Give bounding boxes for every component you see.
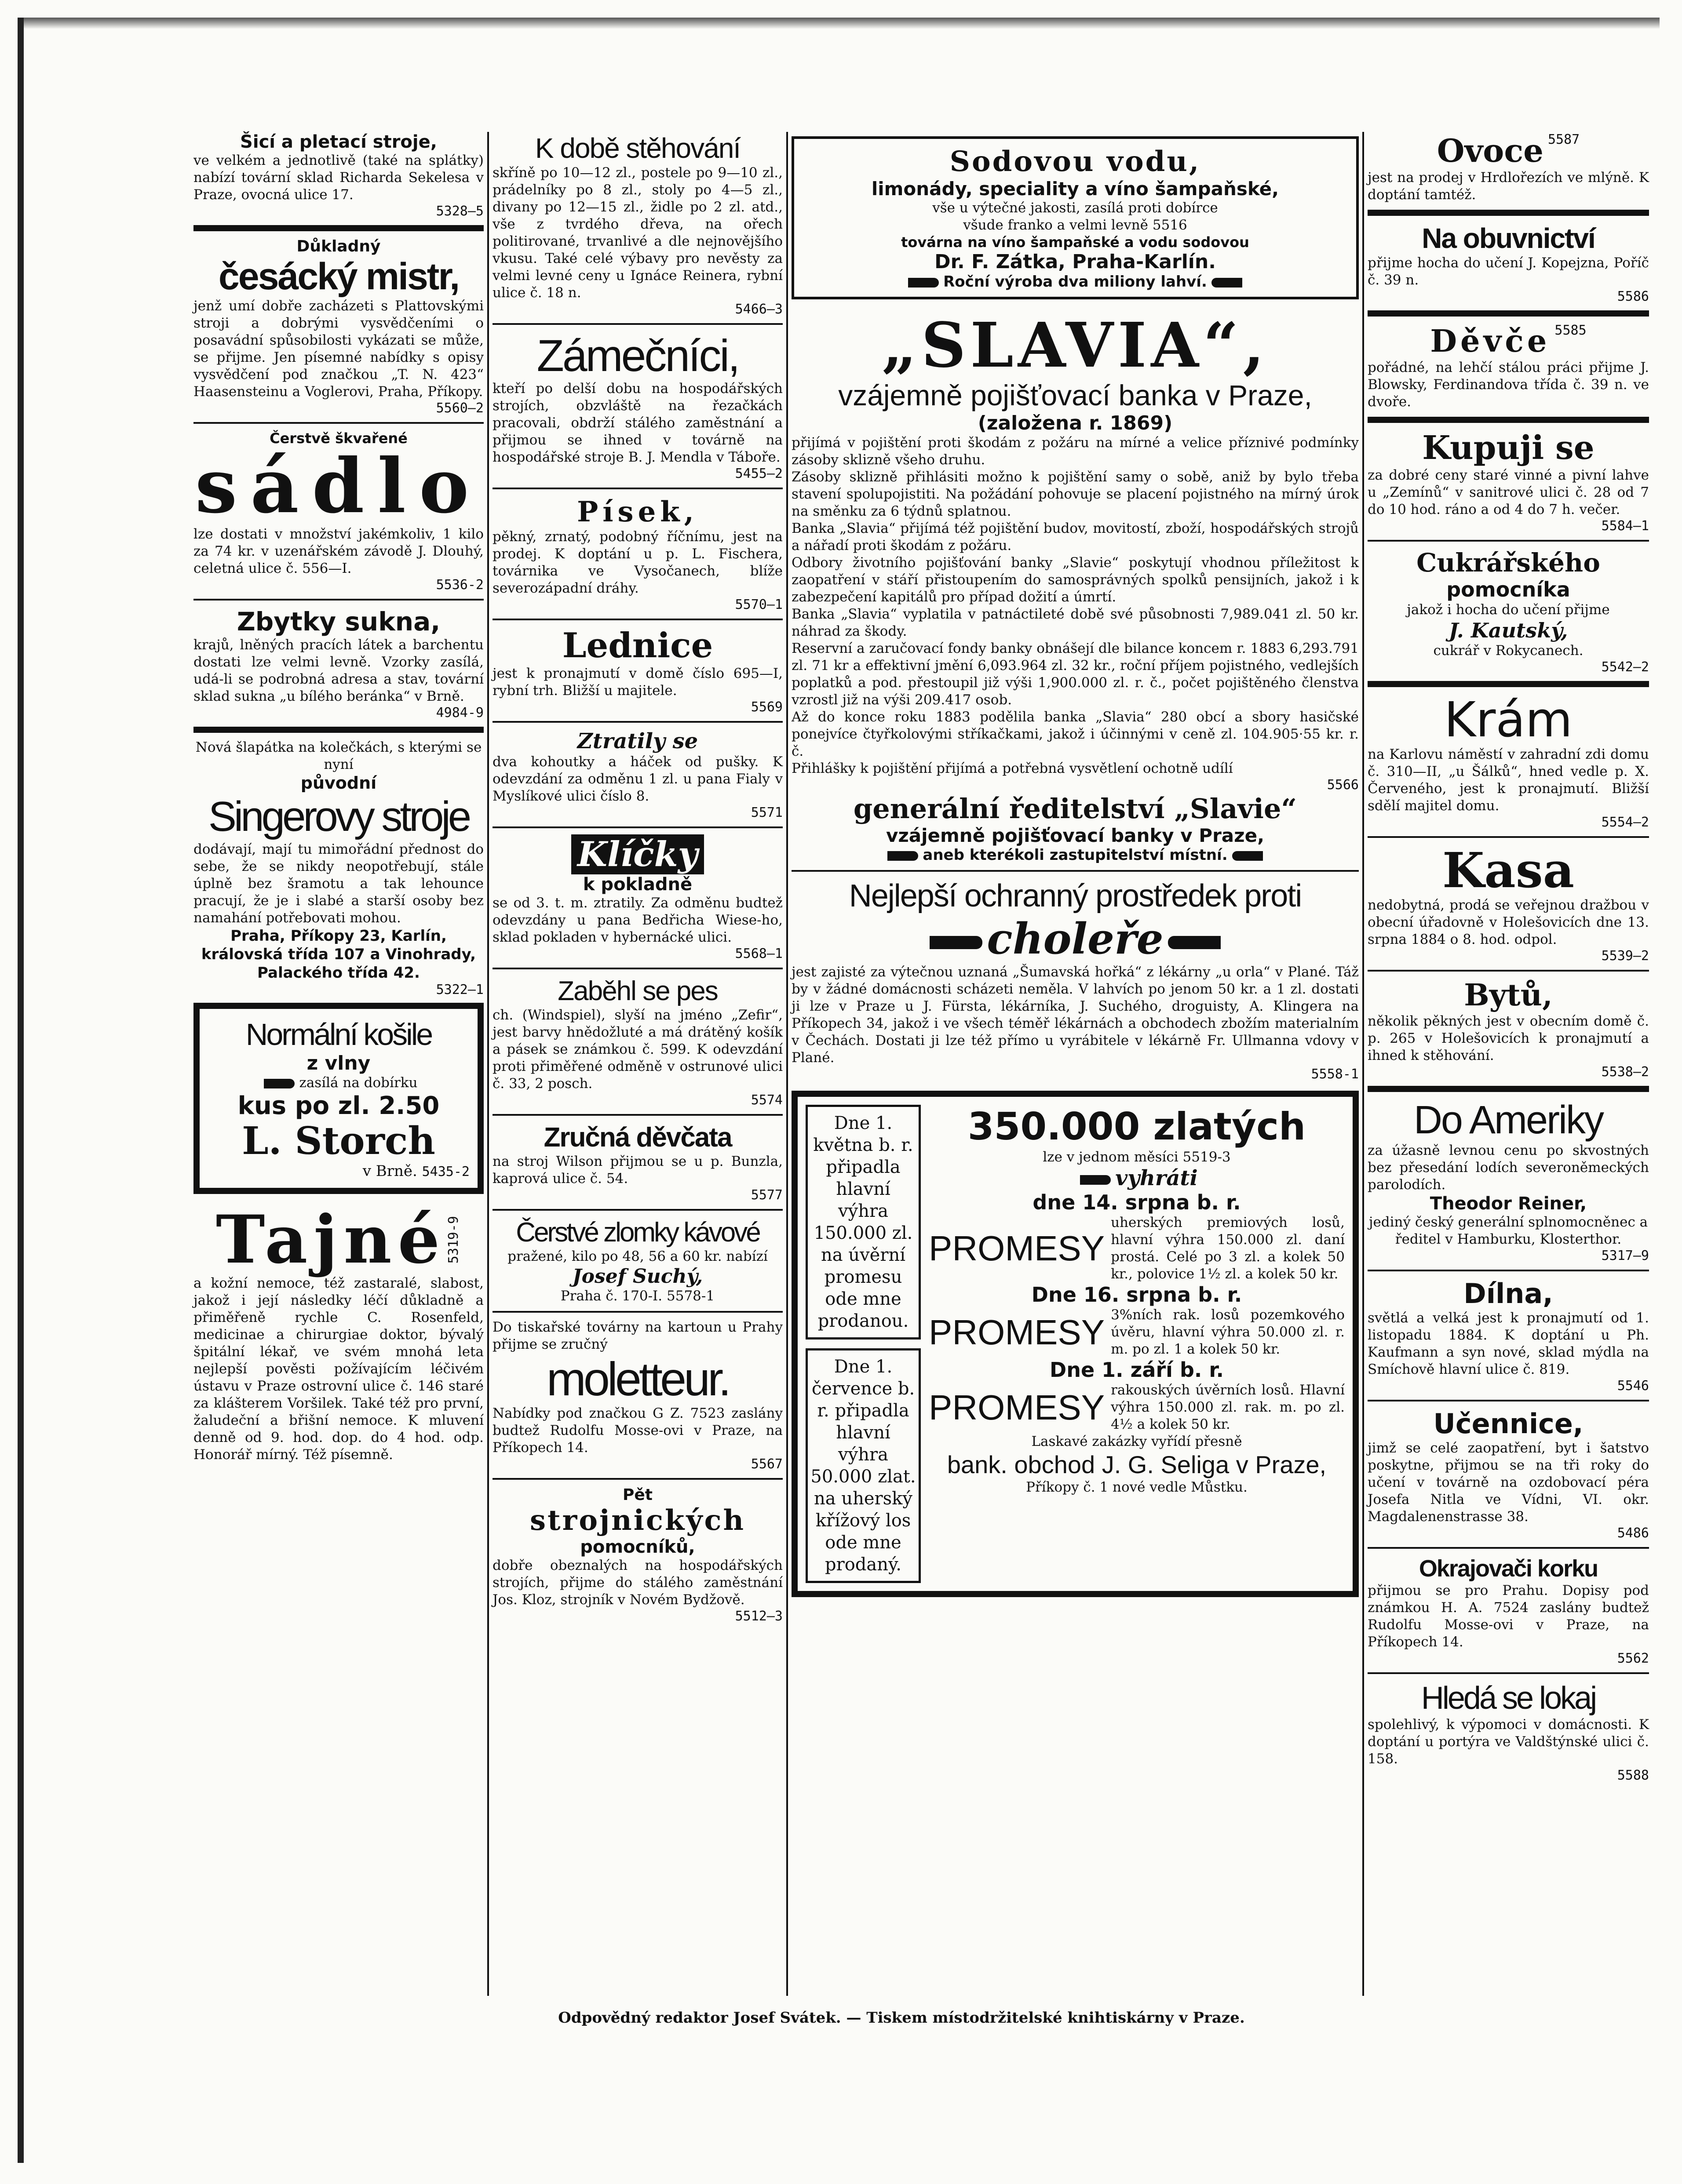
ad-title: Okrajovači korku	[1419, 1555, 1598, 1582]
ad-title: Učennice,	[1433, 1408, 1583, 1440]
ad-shoemaker	[1368, 222, 1649, 304]
ad-cholera	[792, 878, 1359, 1082]
ad-title: Ovoce	[1437, 132, 1543, 169]
ad-line: pomocníků,	[580, 1537, 695, 1557]
ad-title-row	[1368, 132, 1649, 169]
ad-body: nedobytná, prodá se veřejnou dražbou v obecní úřadovně v Holešovicích dne 13. srpna 1884 o 8. hod. odpol.	[1368, 897, 1649, 947]
divider	[1368, 310, 1649, 317]
divider	[193, 599, 484, 601]
ad-title: moletteur.	[546, 1352, 729, 1405]
divider	[1368, 1400, 1649, 1401]
ad-title: Sodovou vodu,	[949, 145, 1201, 178]
ad-title: „SLAVIA“,	[881, 309, 1269, 382]
ad-line: Praha č. 170-I. 5578-1	[560, 1288, 715, 1304]
ad-title: Na obuvnictví	[1422, 222, 1595, 254]
page-footer: Odpovědný redaktor Josef Svátek. — Tiskem místodržitelské knihtiskárny v Praze.	[558, 2009, 1245, 2027]
pointing-hand-icon	[1211, 278, 1242, 288]
ad-line: jakož i hocha do učení přijme	[1407, 602, 1610, 618]
ad-icehouse	[493, 626, 783, 715]
divider	[193, 225, 484, 231]
ad-body-2: jediný český generální splnomocněnec a ředitel v Hamburku, Klosterthor.	[1368, 1214, 1648, 1247]
ad-line: zasílá na dobírku	[208, 1074, 470, 1092]
ad-title: Normální košile	[245, 1017, 432, 1052]
ad-paragraph: Banka „Slavia“ vyplatila v patnáctileté době své působnosti 7,989.041 zl. 50 kr. náhrad za škody.	[792, 606, 1359, 639]
divider	[493, 619, 783, 620]
ad-title: Kupuji se	[1422, 429, 1594, 467]
ad-kicker: Pět	[622, 1486, 653, 1504]
ad-body: Do tiskařské továrny na kartoun u Prahy přijme se zručný	[493, 1319, 783, 1352]
promesa-name: PROMESY	[929, 1229, 1105, 1268]
ad-body: pořádné, na lehčí stálou práci přijme J. Blowsky, Ferdinandova třída č. 39 n. ve dvoře.	[1368, 360, 1649, 410]
column-rule	[786, 132, 788, 1996]
pointing-hand-icon	[887, 851, 918, 861]
ad-number: 5539—2	[1601, 948, 1649, 964]
ad-body-2: Nabídky pod značkou G Z. 7523 zaslány budtež Rudolfu Mosse-ovi v Praze, na Příkopech 14.	[493, 1405, 783, 1456]
divider	[1368, 681, 1649, 687]
ad-line: pomocníka	[1446, 578, 1570, 601]
ad-workshop	[1368, 1278, 1649, 1394]
divider	[493, 968, 783, 969]
ad-body: za dobré ceny staré vinné a pivní lahve u „Zemínů“ v sanitrové ulici č. 28 od 7 do 10 hod. ráno a od 4 do 7 h. večer.	[1368, 467, 1649, 517]
ad-title: Nejlepší ochranný prostředek proti	[849, 878, 1302, 914]
ad-title: Ztratily se	[577, 729, 698, 753]
ad-line: vzájemně pojišťovací banky v Praze,	[886, 825, 1265, 846]
divider	[193, 727, 484, 733]
ad-number: 5577	[751, 1187, 783, 1203]
column-4	[1368, 132, 1649, 1788]
ad-title-row	[1368, 323, 1649, 359]
pointing-hand-icon	[930, 936, 982, 949]
ad-number: 5586	[1617, 289, 1649, 304]
ad-line: všude franko a velmi levně 5516	[963, 217, 1187, 233]
ad-number: 5568—1	[735, 946, 783, 961]
column-rule	[487, 132, 489, 1996]
lottery-right-column	[929, 1105, 1345, 1496]
ad-body: se od 3. t. m. ztratily. Za odměnu budtež odevzdány u pana Bedřicha Wiese-ho, sklad pokladen v hybernácké ulici.	[493, 895, 783, 945]
ad-body: několik pěkných jest v obecním domě č. p. 265 v Holešovicích k pronajmutí a ihned k stěhování.	[1368, 1013, 1649, 1063]
ad-kicker-2: původní	[300, 773, 377, 793]
ad-title: sádlo	[195, 442, 482, 530]
ad-body: jimž se celé zaopatření, byt i šatstvo poskytne, přijmou se na tři roky do učení v továrně na ozdobovací péra Josefa Nitla ve Vídni, VI. okr. Magdalenenstrasse 38.	[1368, 1440, 1649, 1525]
ad-moving	[493, 132, 783, 317]
ad-body: skříně po 10—12 zl., postele po 9—10 zl., prádelníky po 8 zl., stoly po 4—5 zl., divany po 12—15 zl., židle po 2 zl. atd., vše z tvrdého dřeva, na ořech politirované, trvanlivé a dle nejnovějšího vkusu. Také celé výbavy pro nevěsty za velmi levné ceny u Ignáce Reinera, rybní ulice č. 18 n.	[493, 165, 783, 301]
ad-title: Krám	[1444, 692, 1573, 748]
ad-mechanics	[493, 1486, 783, 1624]
ad-line: limonády, speciality a víno šampaňské,	[871, 178, 1279, 200]
ad-slavia	[792, 309, 1359, 864]
ad-title: Do Ameriky	[1413, 1098, 1603, 1142]
ad-cork-cutters	[1368, 1555, 1649, 1666]
ad-shirts	[193, 1003, 484, 1194]
ad-girls	[493, 1122, 783, 1203]
ad-title: Zaběhl se pes	[558, 976, 718, 1006]
ad-number: 4984-9	[436, 705, 484, 721]
ad-title: Lednice	[562, 626, 713, 666]
ad-lost-keys	[493, 834, 783, 961]
ad-name: Josef Suchý,	[572, 1265, 703, 1288]
ad-title-row	[193, 1201, 484, 1278]
ad-title: česácký mistr,	[218, 255, 459, 298]
page-edge	[18, 18, 24, 2163]
divider	[1368, 540, 1649, 542]
promesa-text: 3%ních rak. losů pozemkového úvěru, hlavní výhra 50.000 zl. r. m. po zl. 1 a kolek 50 kr.	[1111, 1307, 1345, 1357]
column-1	[193, 132, 484, 1469]
ad-number: 5455—2	[735, 466, 783, 481]
divider	[1368, 1086, 1649, 1092]
divider	[1368, 836, 1649, 838]
ad-number: 5319-9	[446, 1216, 462, 1264]
divider	[493, 488, 783, 489]
promesa-row	[929, 1307, 1345, 1358]
ad-body: pěkný, zrnatý, podobný říčnímu, jest na prodej. K doptání u p. L. Fischera, továrnika ve Vysočanech, blíže severozápadní dráhy.	[493, 529, 783, 596]
ad-title: Šicí a pletací stroje,	[240, 132, 437, 152]
ad-bottles	[1368, 429, 1649, 534]
ad-fruit	[1368, 132, 1649, 204]
ad-number: 5562	[1617, 1651, 1649, 1666]
ad-paragraph: Odbory životního pojišťování banky „Slavie“ poskytují vhodnou příležitost k zaopatření v stáří přistoupením do samosprávných spolků pensijních, jakož i k zabezpečení kapitálů pro případ dožití a úmrtí.	[792, 555, 1359, 605]
ad-number: 5585	[1554, 323, 1587, 338]
ad-city: v Brně. 5435-2	[362, 1162, 470, 1180]
divider	[493, 1478, 783, 1480]
ad-america	[1368, 1098, 1649, 1263]
ad-body: za úžasně levnou cenu po skvostných bez přesedání lodích severoněmeckých parolodích.	[1368, 1143, 1649, 1193]
promesa-text: uherských premiových losů, hlavní výhra 150.000 zl. daní prostá. Celé po 3 zl. a kolek 50 kr., polovice 1½ zl. a kolek 50 kr.	[1111, 1215, 1345, 1282]
ad-body: ch. (Windspiel), slyší na jméno „Zefir“, jest barvy hnědožluté a má drátěný košík a pásek se známkou č. 599. K odevzdání proti přiměřené odměně v ostrunové ulici č. 33, 2 posch.	[493, 1007, 783, 1092]
ad-body: pražené, kilo po 48, 56 a 60 kr. nabízí	[507, 1249, 768, 1264]
divider	[493, 1209, 783, 1211]
ad-shop	[1368, 693, 1649, 830]
ad-body: na Karlovu náměstí v zahradní zdi domu č. 310—II, „u Šálků“, hned vedle p. X. Červeného, jest k pronajmutí. Bližší sdělí majitel domu.	[1368, 746, 1649, 814]
ad-lottery	[792, 1091, 1359, 1597]
ad-title: Klíčky	[571, 834, 704, 874]
ad-title: Písek,	[577, 495, 698, 528]
ad-number: 5588	[1617, 1768, 1649, 1783]
ad-name: J. Kautský,	[1448, 619, 1568, 642]
ad-number: 5571	[751, 805, 783, 820]
ad-lost-dog	[493, 976, 783, 1108]
pointing-hand-icon	[1232, 851, 1263, 861]
ad-title: Zbytky sukna,	[237, 607, 441, 637]
promesa-row	[929, 1214, 1345, 1283]
ad-soda-water	[792, 136, 1359, 299]
ad-sewing-machines	[193, 132, 484, 219]
ad-name: L. Storch	[242, 1119, 435, 1163]
ad-line: vyhráti	[929, 1166, 1345, 1190]
ad-line: generální ředitelství „Slavie“	[853, 793, 1297, 825]
ad-number: 5558-1	[1311, 1067, 1359, 1082]
promesa-name: PROMESY	[929, 1312, 1105, 1352]
ad-name: Dr. F. Zátka, Praha-Karlín.	[934, 251, 1216, 273]
ad-title: Zámečníci,	[536, 331, 739, 381]
ad-title: Kasa	[1442, 842, 1575, 899]
ad-title: Singerovy stroje	[208, 793, 469, 840]
promesa-row	[929, 1382, 1345, 1433]
promesa-name: PROMESY	[929, 1387, 1105, 1427]
divider	[1368, 1672, 1649, 1674]
ad-name: Theodor Reiner,	[1430, 1194, 1587, 1214]
ad-secret-diseases	[193, 1201, 484, 1463]
ad-paragraph: Přihlášky k pojištění přijímá a potřebná vysvětlení ochotně udílí	[792, 761, 1233, 776]
ad-safe	[1368, 844, 1649, 964]
ad-master	[193, 237, 484, 416]
divider	[493, 721, 783, 723]
ad-body: přijme hocha do učení J. Kopejzna, Poříč č. 39 n.	[1368, 255, 1649, 288]
ad-address: Příkopy č. 1 nové vedle Můstku.	[1026, 1479, 1248, 1495]
ad-body: dobře obeznalých na hospodářských strojích, přijme do stálého zaměstnání Jos. Kloz, strojník v Novém Bydžově.	[493, 1558, 783, 1608]
ad-locksmiths	[493, 331, 783, 481]
divider	[1368, 970, 1649, 972]
ad-number: 5567	[751, 1456, 783, 1472]
ad-date: Dne 1. září b. r.	[1050, 1358, 1224, 1382]
divider	[493, 826, 783, 828]
divider	[1368, 417, 1649, 423]
ad-number: 5560—2	[436, 400, 484, 416]
ad-line: aneb kterékoli zastupitelství místní.	[792, 846, 1359, 864]
ad-singer	[193, 739, 484, 997]
ad-lost-taps	[493, 729, 783, 820]
pointing-hand-icon	[908, 278, 939, 288]
ad-title: Děvče	[1430, 323, 1551, 359]
divider	[193, 422, 484, 424]
ad-paragraph: Zásoby sklizně přihlásiti možno k pojištění samy o sobě, aniž by bylo třeba stavení spolupojistiti. Na požádání pohovuje se placení pojistného na mírný úrok na směnku za 6 týdnů splatnou.	[792, 469, 1359, 519]
ad-body: krajů, lněných pracích látek a barchentu dostati lze velmi levně. Vzorky zasílá, udá-li se podrobná adresa a stav, tovární sklad sukna „u bílého beránka“ v Brně.	[193, 637, 484, 704]
ad-address: Praha, Příkopy 23, Karlín, královská třída 107 a Vinohrady, Palackého třída 42.	[201, 927, 476, 982]
ad-number: 5554—2	[1601, 815, 1649, 830]
column-rule	[1362, 132, 1364, 1996]
ad-title: Čerstvé zlomky kávové	[516, 1217, 759, 1248]
ad-sand	[493, 495, 783, 612]
ad-line: vše u výtečné jakosti, zasílá proti dobírce	[932, 200, 1218, 216]
ad-number: 5566	[1327, 777, 1359, 793]
ad-line: (založena r. 1869)	[978, 412, 1173, 434]
ad-kicker: Nová šlapátka na kolečkách, s kterými se nyní	[195, 739, 482, 772]
ad-number: 5512—3	[735, 1609, 783, 1624]
ad-line: k pokladně	[583, 874, 693, 895]
ad-body: na stroj Wilson přijmou se u p. Bunzla, kaprová ulice č. 54.	[493, 1154, 783, 1187]
ad-body: kteří po delší dobu na hospodářských strojích, obzvláště na řezačkách pracovali, obdrží stálého zaměstnání a přijmou se ihned v továrně na hospodářské stroje B. J. Mendla v Táboře.	[493, 381, 783, 465]
column-2	[493, 132, 783, 1629]
ad-body: lze dostati v množství jakémkoliv, 1 kilo za 74 kr. v uzenářském závodě J. Dlouhý, celetná ulice č. 556—I.	[193, 526, 484, 576]
ad-paragraph: přijímá v pojištění proti škodám z požáru na mírné a velice příznivé podmínky zásoby sklizně všeho druhu.	[792, 435, 1359, 468]
ad-title: Tajné	[215, 1201, 446, 1278]
ad-title: Dílna,	[1463, 1278, 1553, 1310]
ad-number: 5569	[751, 699, 783, 715]
ad-body: dva kohoutky a háček od pušky. K odevzdání za odměnu 1 zl. u pana Fialy v Myslíkové ulici číslo 8.	[493, 754, 783, 804]
ad-girl	[1368, 323, 1649, 411]
ad-number: 5466—3	[735, 302, 783, 317]
ad-date: Dne 16. srpna b. r.	[1031, 1283, 1242, 1307]
ad-body: jest k pronajmutí v domě číslo 695—I, rybní trh. Bližší u majitele.	[493, 666, 783, 699]
ad-number: 5574	[751, 1092, 783, 1108]
ad-number: 5328—5	[436, 204, 484, 219]
promesa-text: rakouských úvěrních losů. Hlavní výhra 150.000 zl. rak. m. po zl. 4½ a kolek 50 kr.	[1111, 1382, 1345, 1432]
ad-name: bank. obchod J. G. Seliga v Praze,	[947, 1451, 1327, 1478]
ad-line: Laskavé zakázky vyřídí přesně	[1031, 1434, 1242, 1449]
lottery-left-column	[806, 1105, 921, 1583]
ad-paragraph: Až do konce roku 1883 podělila banka „Slavia“ 280 obcí a sbory hasičské ponejvíce čtyřkolovými stříkačkami, jakož i účinnými v ceně zl. 104.905·55 kr. r. č.	[792, 709, 1359, 759]
lottery-box: Dne 1. července b. r. připadla hlavní výhra 50.000 zlat. na uherský křížový los ode mne prodaný.	[806, 1348, 921, 1583]
ad-number: 5587	[1547, 132, 1580, 147]
ad-coffee	[493, 1217, 783, 1305]
ad-cloth	[193, 607, 484, 721]
ad-number: 5546	[1617, 1378, 1649, 1394]
ad-kicker: Důkladný	[296, 237, 381, 255]
ad-date: dne 14. srpna b. r.	[1033, 1190, 1241, 1214]
ad-body: a kožní nemoce, též zastaralé, slabost, jakož i její následky léčí důkladně a přiměřeně rychle C. Rosenfeld, medicinae a chirurgiae doktor, bývalý špitální lékař, ve svém mnohá leta nejlepší pověsti požívajícím léčivém ústavu v Praze ostrovní ulice č. 146 staré za klášterem Voršilek. Také též pro první, žaludeční a břišní nemoce. K mluvení denně od 9. hod. dop. do 4 hod. odp. Honorář mírný. Též písemně.	[193, 1275, 484, 1463]
ad-confectioner	[1368, 548, 1649, 675]
pointing-hand-icon	[264, 1079, 295, 1088]
ad-paragraph: Banka „Slavia“ přijímá též pojištění budov, movitostí, zboží, hospodářských strojů a nářadí proti škodám z požáru.	[792, 521, 1359, 553]
ad-price: kus po zl. 2.50	[237, 1092, 440, 1120]
ad-paragraph: Reservní a zaručovací fondy banky obnášejí dle bilance koncem r. 1883 6,293.791 zl. 71 kr a effektivní jmění 6,093.964 zl. 32 kr., roční příjem pojistného, vedlejších poplatků a pod. přestoupil již výši 1,900.000 zl. r. č., počet pojištěného členstva vzrostl již na výši 209.417 osob.	[792, 641, 1359, 708]
ad-title: Cukrářského	[1416, 548, 1600, 578]
ad-footman	[1368, 1680, 1649, 1783]
ad-body: dodávají, mají tu mimořádní přednost do sebe, že se nikdy neopotřebují, stále úplně bez šramotu a tak lehounce pracují, že je i slabé a starší osoby bez namahání potřebovati mohou.	[193, 841, 484, 926]
ad-body: jest na prodej v Hrdlořezích ve mlýně. K doptání tamtéž.	[1368, 170, 1649, 203]
ad-body: jenž umí dobře zacházeti s Plattovskými stroji a dobrými vysvědčeními o posavádní spůsobilosti vykázati se může, se přijme. Jen písemné nabídky s opisy vysvědčení pod značkou „T. N. 423“ Haasensteinu a Voglerovi, Praha, Příkopy.	[193, 298, 484, 400]
column-3	[792, 132, 1359, 1597]
ad-apprentices	[1368, 1408, 1649, 1541]
ad-body: spolehlivý, k výpomoci v domácnosti. K doptání u portýra ve Valdštýnské ulici č. 158.	[1368, 1717, 1649, 1767]
ad-kicker: Čerstvě škvařené	[270, 430, 408, 447]
divider	[1368, 1270, 1649, 1271]
ad-number: 5486	[1617, 1525, 1649, 1541]
divider	[792, 870, 1359, 872]
page-top-shadow	[24, 18, 1660, 29]
ad-title-wrap	[493, 834, 783, 874]
ad-title: K době stěhování	[535, 132, 741, 164]
ad-number: 5570—1	[735, 597, 783, 612]
ad-title: Hledá se lokaj	[1421, 1681, 1596, 1716]
ad-line: továrna na víno šampaňské a vodu sodovou	[901, 234, 1249, 251]
ad-line: z vlny	[306, 1052, 371, 1074]
lottery-layout	[806, 1105, 1345, 1583]
ad-line: vzájemně pojišťovací banka v Praze,	[838, 379, 1312, 411]
ad-number: 5322—1	[436, 982, 484, 997]
ad-number: 5584—1	[1601, 518, 1649, 534]
divider	[1368, 210, 1649, 216]
ad-title: 350.000 zlatých	[967, 1105, 1306, 1149]
ad-body: jest zajisté za výtečnou uznaná „Šumavská hořká“ z lékárny „u orla“ v Plané. Táž by v žádné domácnosti scházeti neměla. V lahvích po jenom 50 kr. a 1 zl. dostati ji lze v Praze u J. Fürsta, lékárníka, J. Suchého, droguisty, A. Klingera na Příkopech 34, jakož i ve všech téměř lékárnách a obchodech zbožím materialním v Čechách. Dostati ji lze též přímo u vyrábitele v lékárně Fr. Ullmanna vdovy v Plané.	[792, 964, 1359, 1066]
divider	[493, 323, 783, 325]
ad-title: strojnických	[530, 1504, 745, 1537]
ad-title: Bytů,	[1464, 978, 1553, 1013]
divider	[493, 1114, 783, 1116]
ad-title: Zručná děvčata	[544, 1122, 732, 1153]
lottery-box: Dne 1. května b. r. připadla hlavní výhra 150.000 zl. na úvěrní promesu ode mne prodanou.	[806, 1105, 921, 1340]
divider	[1368, 1547, 1649, 1549]
pointing-hand-icon	[1080, 1175, 1111, 1185]
ad-body: ve velkém a jednotlivě (také na splátky) nabízí tovární sklad Richarda Sekelesa v Praze, ovocná ulice 17.	[193, 153, 484, 203]
ad-number: 5536-2	[436, 577, 484, 593]
pointing-hand-icon	[1168, 936, 1221, 949]
ad-title-2: choleře	[792, 914, 1359, 964]
ad-number: 5538—2	[1601, 1064, 1649, 1080]
ad-moletteur	[493, 1319, 783, 1472]
divider	[493, 1311, 783, 1313]
ad-flats	[1368, 978, 1649, 1080]
ad-number: 5542—2	[1601, 659, 1649, 675]
ad-line: Roční výroba dva miliony lahví.	[800, 273, 1350, 291]
ad-line: cukrář v Rokycanech.	[1433, 643, 1583, 659]
ad-number: 5317—9	[1601, 1248, 1649, 1263]
ad-body: přijmou se pro Prahu. Dopisy pod známkou H. A. 7524 zaslány budtež Rudolfu Mosse-ovi v Praze, na Příkopech 14.	[1368, 1583, 1649, 1650]
ad-body: světlá a velká jest k pronajmutí od 1. listopadu 1884. K doptání u Ph. Kaufmann a syn nové, sklad mýdla na Smíchově hlavní ulice č. 819.	[1368, 1310, 1649, 1377]
ad-line: lze v jednom měsíci 5519-3	[1043, 1149, 1231, 1165]
ad-lard	[193, 430, 484, 593]
